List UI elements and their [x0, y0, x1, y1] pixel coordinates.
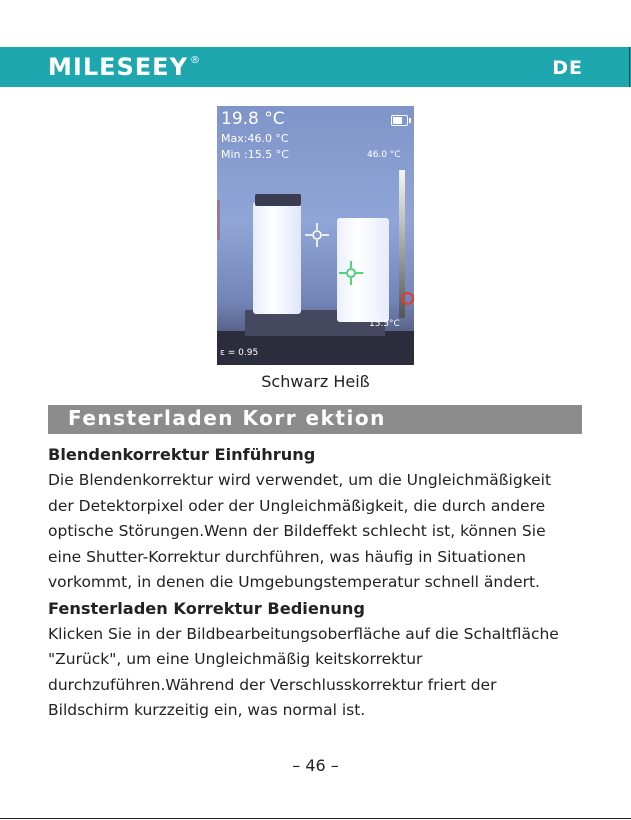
min-temperature: Min :15.5 °C	[221, 148, 289, 161]
min-crosshair-icon	[339, 261, 363, 285]
image-caption: Schwarz Heiß	[261, 372, 370, 391]
brand-logo	[48, 53, 201, 81]
text-line: eine Shutter-Korrektur durchführen, was häufig in Situationen	[48, 547, 526, 566]
page-header	[0, 47, 631, 87]
text-line: "Zurück", um eine Ungleichmäßig keitskorrektur	[48, 650, 423, 668]
max-point-icon	[401, 292, 414, 305]
text-line: Klicken Sie in der Bildbearbeitungsoberfläche auf die Schaltfläche	[48, 624, 559, 643]
text-line: optische Störungen.Wenn der Bildeffekt schlecht ist, können Sie	[48, 522, 546, 540]
text-line: Bildschirm kurzzeitig ein, was normal ist.	[48, 701, 366, 719]
language-code: DE	[552, 57, 583, 79]
center-crosshair-icon	[305, 223, 329, 247]
subheading-operation: Fensterladen Korrektur Bedienung	[48, 598, 365, 618]
battery-icon	[391, 115, 408, 126]
text-line: der Detektorpixel oder der Ungleichmäßigkeit, die durch andere	[48, 496, 546, 515]
max-temperature: Max:46.0 °C	[221, 132, 289, 145]
scale-top-label: 46.0 °C	[367, 150, 401, 160]
page-number: – 46 –	[292, 756, 339, 775]
section-title: Fensterladen Korr ektion	[68, 406, 386, 430]
subheading-intro: Blendenkorrektur Einführung	[48, 445, 316, 464]
body-text	[48, 442, 588, 724]
text-line: durchzuführen.Während der Verschlusskorrektur friert der	[48, 675, 497, 694]
bottom-rule	[0, 818, 631, 819]
hot-object-left-top	[255, 194, 301, 206]
registered-mark: ®	[189, 55, 201, 66]
section-title-bar	[48, 405, 582, 434]
center-temperature: 19.8 °C	[221, 109, 285, 129]
text-line: vorkommt, in denen die Umgebungstemperatur schnell ändert.	[48, 573, 540, 591]
brand-name: MILESEEY	[48, 53, 188, 81]
scale-bottom-label: 15.5°C	[369, 319, 400, 329]
hot-object-left	[253, 202, 301, 314]
edge-artifact	[217, 200, 220, 240]
emissivity-readout: ε = 0.95	[220, 348, 259, 358]
thermal-image	[217, 106, 414, 365]
header-edge-line	[629, 47, 630, 87]
text-line: Die Blendenkorrektur wird verwendet, um die Ungleichmäßigkeit	[48, 471, 552, 489]
